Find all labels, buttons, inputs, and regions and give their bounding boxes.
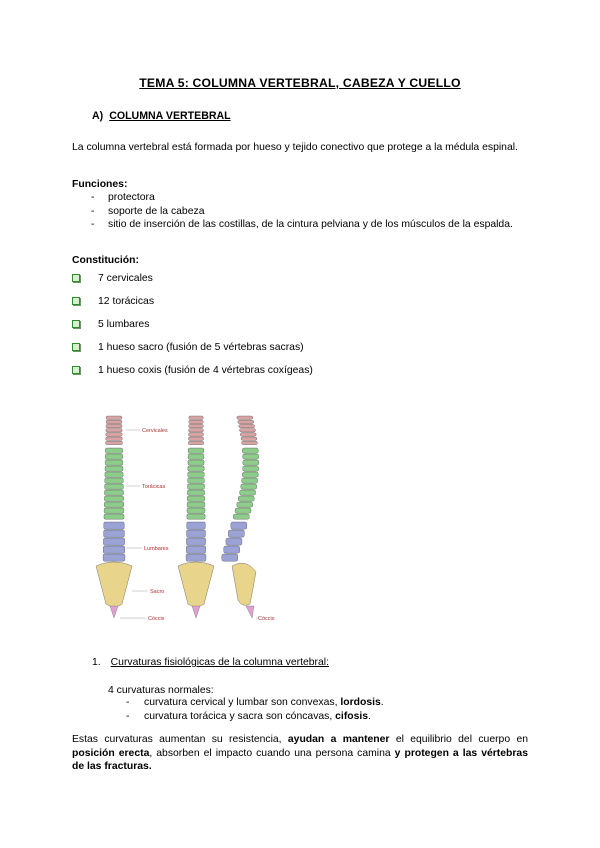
spine-posterior-vertebra xyxy=(187,508,205,513)
checkbox-bullet-icon xyxy=(72,320,80,328)
spine-posterior-vertebra xyxy=(187,484,204,489)
spine-lateral-vertebra xyxy=(243,454,259,459)
paragraph-bold: posición erecta xyxy=(72,747,150,759)
checkbox-bullet-icon xyxy=(72,343,80,351)
spine-posterior-vertebra xyxy=(187,490,204,495)
spine-posterior-vertebra xyxy=(187,496,205,501)
spine-lateral-vertebra xyxy=(240,433,256,436)
spine-lateral-vertebra xyxy=(238,420,254,423)
list-item-text: . xyxy=(368,710,371,722)
paragraph-text: Estas curvaturas aumentan su resistencia, xyxy=(72,734,288,745)
paragraph-text: el equilibrio del cuerpo en xyxy=(389,734,529,745)
curvaturas-heading xyxy=(92,656,329,670)
spine-posterior-vertebra xyxy=(186,538,205,545)
spine-posterior-vertebra xyxy=(189,424,204,427)
list-item xyxy=(108,696,384,710)
spine-lateral-vertebra xyxy=(242,441,258,444)
spine-lateral-vertebra xyxy=(242,472,258,477)
spine-posterior-vertebra xyxy=(188,437,203,440)
spine-anterior-vertebra xyxy=(105,466,123,471)
spine-anterior-vertebra xyxy=(106,424,122,427)
spine-posterior-vertebra xyxy=(186,554,206,561)
spine-lateral-vertebra xyxy=(238,496,254,501)
spine-anterior-vertebra xyxy=(106,416,122,419)
list-item xyxy=(108,710,384,724)
spine-lateral-vertebra xyxy=(239,429,255,432)
section-a-title: COLUMNA VERTEBRAL xyxy=(109,110,231,122)
list-item-label: 1 hueso sacro (fusión de 5 vértebras sacras) xyxy=(98,342,304,353)
spine-lateral-vertebra xyxy=(231,522,247,529)
spine-anterior-vertebra xyxy=(104,530,125,537)
constitucion-heading: Constitución: xyxy=(72,255,139,266)
label-toracicas: Torácicas xyxy=(142,484,166,490)
section-a-heading xyxy=(92,110,231,124)
spine-anterior-vertebra xyxy=(106,420,122,423)
list-item xyxy=(72,295,472,318)
spine-lateral-vertebra xyxy=(224,546,240,553)
list-item-bold: cifosis xyxy=(335,710,369,722)
spine-anterior-vertebra xyxy=(103,554,125,561)
funciones-heading: Funciones: xyxy=(72,179,128,190)
spine-posterior-vertebra xyxy=(188,478,205,483)
spine-posterior-vertebra xyxy=(189,420,203,423)
paragraph-text: , absorben el impacto cuando una persona camina xyxy=(149,747,395,759)
list-item xyxy=(72,364,472,387)
spine-posterior-vertebra xyxy=(187,514,205,519)
curvaturas-title: Curvaturas fisiológicas de la columna vertebral: xyxy=(110,657,329,668)
spine-anterior-vertebra xyxy=(105,478,123,483)
spine-anterior-vertebra xyxy=(104,490,123,495)
spine-posterior-vertebra xyxy=(188,466,204,471)
spine-lateral-vertebra xyxy=(235,508,251,513)
spine-lateral-vertebra xyxy=(222,554,238,561)
spine-anterior-vertebra xyxy=(106,429,122,432)
spine-posterior-vertebra xyxy=(187,530,206,537)
spine-posterior-vertebra xyxy=(189,433,204,436)
spine-anterior-vertebra xyxy=(103,538,124,545)
list-item xyxy=(72,272,472,295)
page-title: TEMA 5: COLUMNA VERTEBRAL, CABEZA Y CUELLO xyxy=(139,76,461,90)
list-item: - protectora xyxy=(72,191,528,205)
list-item-text: . xyxy=(380,697,384,708)
constitucion-list xyxy=(72,272,472,387)
spine-lateral-vertebra xyxy=(237,502,253,507)
spine-anterior-vertebra xyxy=(105,484,124,489)
spine-posterior-vertebra xyxy=(187,522,206,529)
spine-posterior-vertebra xyxy=(187,502,205,507)
list-item-label: 5 lumbares xyxy=(98,319,150,330)
spine-lateral-vertebra xyxy=(226,538,242,545)
spine-anterior-vertebra xyxy=(105,472,123,477)
spine-anterior-vertebra xyxy=(104,496,123,501)
list-item xyxy=(72,318,472,341)
spine-anterior-vertebra xyxy=(106,437,123,440)
paragraph-bold: ayudan a mantener xyxy=(287,734,390,745)
curvaturas-number: 1. xyxy=(92,657,101,668)
curvaturas-subheading: 4 curvaturas normales: xyxy=(108,685,214,696)
list-item-bold: lordosis xyxy=(340,697,381,708)
spine-lateral-vertebra xyxy=(241,437,257,440)
spine-posterior-vertebra xyxy=(186,546,206,553)
spine-drawing xyxy=(96,416,259,618)
intro-paragraph: La columna vertebral está formada por hueso y tejido conectivo que protege a la médula espinal. xyxy=(72,142,518,153)
spine-posterior-coccyx xyxy=(192,606,200,618)
spine-anterior-vertebra xyxy=(104,522,124,529)
label-coccix-lateral: Cóccix xyxy=(258,616,275,622)
spine-posterior-vertebra xyxy=(189,416,203,419)
spine-posterior-vertebra xyxy=(188,454,204,459)
spine-lateral-vertebra xyxy=(243,460,259,465)
list-item: - soporte de la cabeza xyxy=(72,205,528,219)
label-sacro: Sacro xyxy=(150,589,165,595)
spine-lateral-vertebra xyxy=(237,416,253,419)
spine-posterior-vertebra xyxy=(189,429,204,432)
list-item-text: curvatura torácica y sacra son cóncavas, xyxy=(144,710,336,722)
list-item-text: curvatura cervical y lumbar son convexas, xyxy=(144,697,341,708)
label-cervicales: Cervicales xyxy=(142,428,168,434)
funciones-list xyxy=(72,191,528,232)
spine-lateral-coccyx xyxy=(246,606,254,618)
label-lumbares: Lumbares xyxy=(144,546,169,552)
spine-lateral-vertebra xyxy=(242,478,258,483)
label-coccix: Cóccix xyxy=(148,616,165,622)
spine-lateral-vertebra xyxy=(228,530,244,537)
spine-anterior-vertebra xyxy=(105,460,123,465)
spine-posterior-vertebra xyxy=(188,472,205,477)
list-item-label: 12 torácicas xyxy=(98,296,155,307)
spine-lateral-vertebra xyxy=(241,484,257,489)
spine-lateral-vertebra xyxy=(240,490,256,495)
spine-anterior-vertebra xyxy=(106,441,123,444)
spine-anterior-vertebra xyxy=(104,508,124,513)
spine-illustration xyxy=(70,408,310,630)
checkbox-bullet-icon xyxy=(72,366,80,374)
spine-posterior-vertebra xyxy=(188,441,203,444)
list-item-label: 7 cervicales xyxy=(98,273,153,284)
list-item: - sitio de inserción de las costillas, de la cintura pelviana y de los músculos de la espalda. xyxy=(72,218,528,232)
spine-posterior-vertebra xyxy=(188,460,204,465)
spine-lateral-vertebra xyxy=(243,466,259,471)
spine-lateral-vertebra xyxy=(242,448,258,453)
list-item-label: 1 hueso coxis (fusión de 4 vértebras coxígeas) xyxy=(98,365,313,376)
curvaturas-list xyxy=(108,696,384,723)
spine-posterior-vertebra xyxy=(188,448,204,453)
final-paragraph xyxy=(72,733,528,774)
spine-posterior-sacrum xyxy=(178,562,214,607)
spine-lateral-vertebra xyxy=(239,424,255,427)
section-a-letter: A) xyxy=(92,110,104,122)
spine-anterior-vertebra xyxy=(106,433,122,436)
spine-anterior-coccyx xyxy=(110,606,118,618)
spine-anterior-vertebra xyxy=(103,546,124,553)
checkbox-bullet-icon xyxy=(72,297,80,305)
paragraph-bold: y protegen a las vértebras de las fracturas. xyxy=(72,747,528,773)
spine-anterior-vertebra xyxy=(105,454,122,459)
spine-lateral-sacrum xyxy=(232,563,256,605)
spine-anterior-vertebra xyxy=(105,448,122,453)
checkbox-bullet-icon xyxy=(72,274,80,282)
spine-lateral-vertebra xyxy=(233,514,249,519)
spine-anterior-vertebra xyxy=(104,502,124,507)
list-item xyxy=(72,341,472,364)
spine-anterior-vertebra xyxy=(104,514,124,519)
spine-anterior-sacrum xyxy=(96,562,132,607)
